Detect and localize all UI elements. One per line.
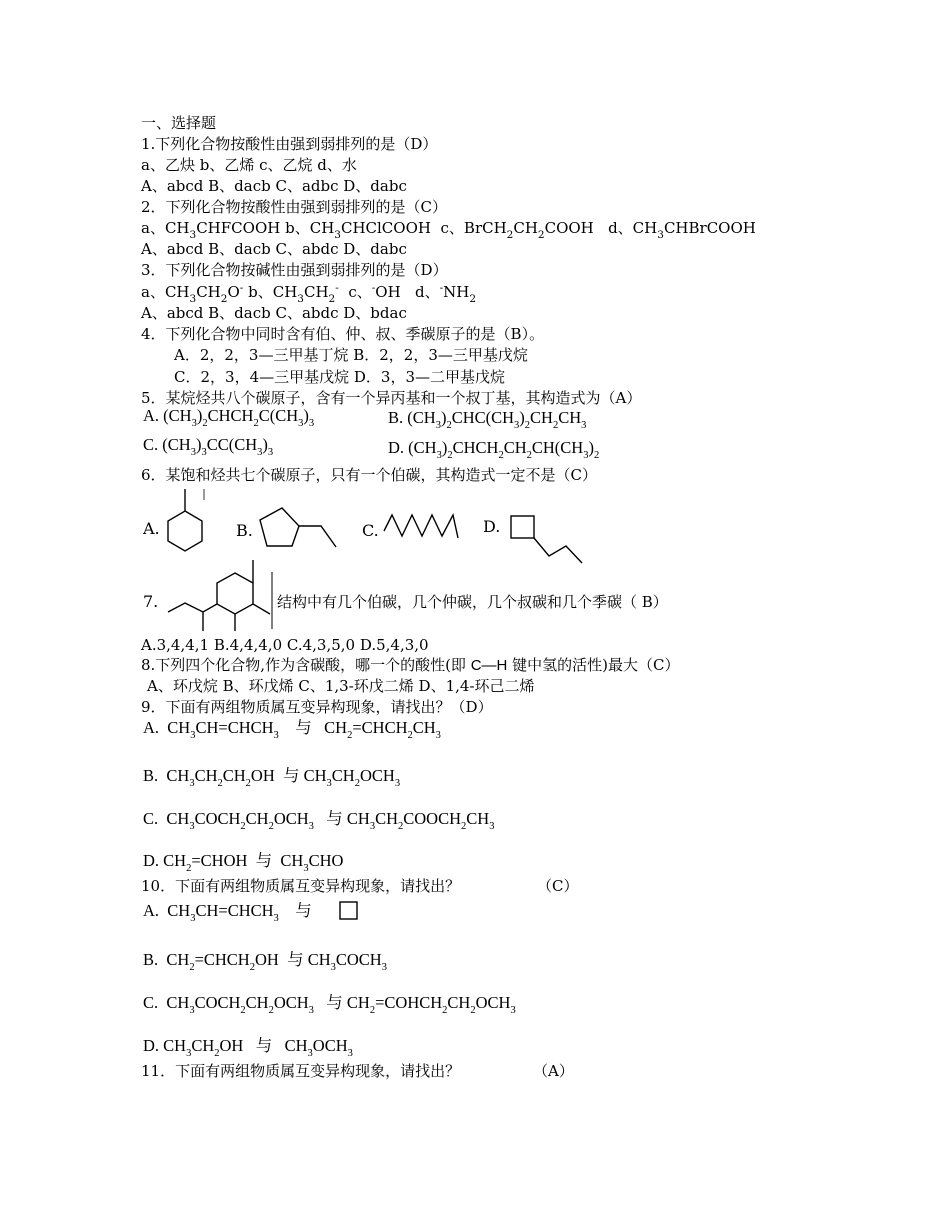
q9-option-b: B. $CH_3CH_2CH_2OH$ 与 $CH_3CH_2OCH_3$ <box>143 766 401 789</box>
q2-items: a、$CH_3CHFCOOH$ b、$CH_3CHClCOOH$ c、$BrCH_2CH_2COOH$ d、$CH_3CHBrCOOH$ <box>141 219 756 241</box>
q2-stem: 2．下列化合物按酸性由强到弱排列的是（C） <box>141 198 448 216</box>
q8-stem: 8.下列四个化合物,作为含碳酸，哪一个的酸性(即 C—H 键中氢的活性)最大（C） <box>141 656 680 674</box>
q7-label: 7. <box>143 592 159 611</box>
q7-options: A.3,4,4,1 B.4,4,4,0 C.4,3,5,0 D.5,4,3,0 <box>141 636 429 654</box>
q10-option-d: D. $CH_3CH_2OH$ 与 $CH_3OCH_3$ <box>143 1036 353 1059</box>
q11-answer: （A） <box>533 1062 574 1080</box>
q5-option-b: B. $(CH_3)_2CHC(CH_3)_2CH_2CH_3$ <box>388 408 587 431</box>
q5-option-a: A. $(CH_3)_2CHCH_2C(CH_3)_3$ <box>143 406 315 429</box>
q8-options: A、环戊烷 B、环戊烯 C、1,3-环戊二烯 D、1,4-环己二烯 <box>147 677 535 695</box>
q10-option-b: B. $CH_2=CHCH_2OH$ 与 $CH_3COCH_3$ <box>143 950 387 973</box>
q11-stem: 11．下面有两组物质属互变异构现象，请找出？ <box>141 1062 461 1080</box>
q6-label-b: B. <box>236 521 253 540</box>
q5-option-d: D. $(CH_3)_2CHCH_2CH_2CH(CH_3)_2$ <box>388 438 600 461</box>
q6-label-a: A. <box>143 519 160 538</box>
section-title: 一、选择题 <box>141 114 217 132</box>
q9-stem: 9．下面有两组物质属互变异构现象，请找出？（D） <box>141 698 493 716</box>
q1-options: A、abcd B、dacb C、adbc D、dabc <box>141 177 407 195</box>
q5-option-c: C. $(CH_3)_3CC(CH_3)_3$ <box>143 435 274 458</box>
q6-label-d: D. <box>483 517 501 536</box>
q6-stem: 6．某饱和烃共七个碳原子，只有一个伯碳，其构造式一定不是（C） <box>141 466 598 484</box>
q6-label-c: C. <box>362 521 379 540</box>
q10-option-a: A. $CH_3CH=CHCH_3$ 与 <box>143 901 312 924</box>
q4-options-line1: A．2，2，3—三甲基丁烷 B．2，2，3—三甲基戊烷 <box>174 346 528 364</box>
q10-stem: 10．下面有两组物质属互变异构现象，请找出？ <box>141 877 461 895</box>
q4-options-line2: C．2，3，4—三甲基戊烷 D．3，3—二甲基戊烷 <box>174 368 505 386</box>
q1-stem: 1.下列化合物按酸性由强到弱排列的是（D） <box>141 135 438 153</box>
q9-option-d: D. $CH_2=CHOH$ 与 $CH_3CHO$ <box>143 851 344 874</box>
q1-items: a、乙炔 b、乙烯 c、乙烷 d、水 <box>141 156 357 174</box>
q3-items: a、$CH_3CH_2O^-$ b、$CH_3CH_2^-$ c、-OH d、$^-NH_2$ <box>141 282 477 305</box>
q10-answer: （C） <box>537 877 579 895</box>
q3-stem: 3．下列化合物按碱性由强到弱排列的是（D） <box>141 261 448 279</box>
q5-stem: 5．某烷烃共八个碳原子，含有一个异丙基和一个叔丁基，其构造式为（A） <box>141 389 642 407</box>
q2-options: A、abcd B、dacb C、abdc D、dabc <box>141 240 407 258</box>
q10-option-c: C. $CH_3COCH_2CH_2OCH_3$ 与 $CH_2=COHCH_2CH_2OCH_3$ <box>143 993 516 1016</box>
q9-option-a: A. $CH_3CH=CHCH_3$ 与 $CH_2=CHCH_2CH_3$ <box>143 718 441 741</box>
q4-stem: 4．下列化合物中同时含有伯、仲、叔、季碳原子的是（B）。 <box>141 325 545 343</box>
q9-option-c: C. $CH_3COCH_2CH_2OCH_3$ 与 $CH_3CH_2COOCH_2CH_3$ <box>143 809 495 832</box>
q3-options: A、abcd B、dacb C、abdc D、bdac <box>141 304 407 322</box>
q7-text: 结构中有几个伯碳，几个仲碳，几个叔碳和几个季碳（ B） <box>277 593 668 611</box>
